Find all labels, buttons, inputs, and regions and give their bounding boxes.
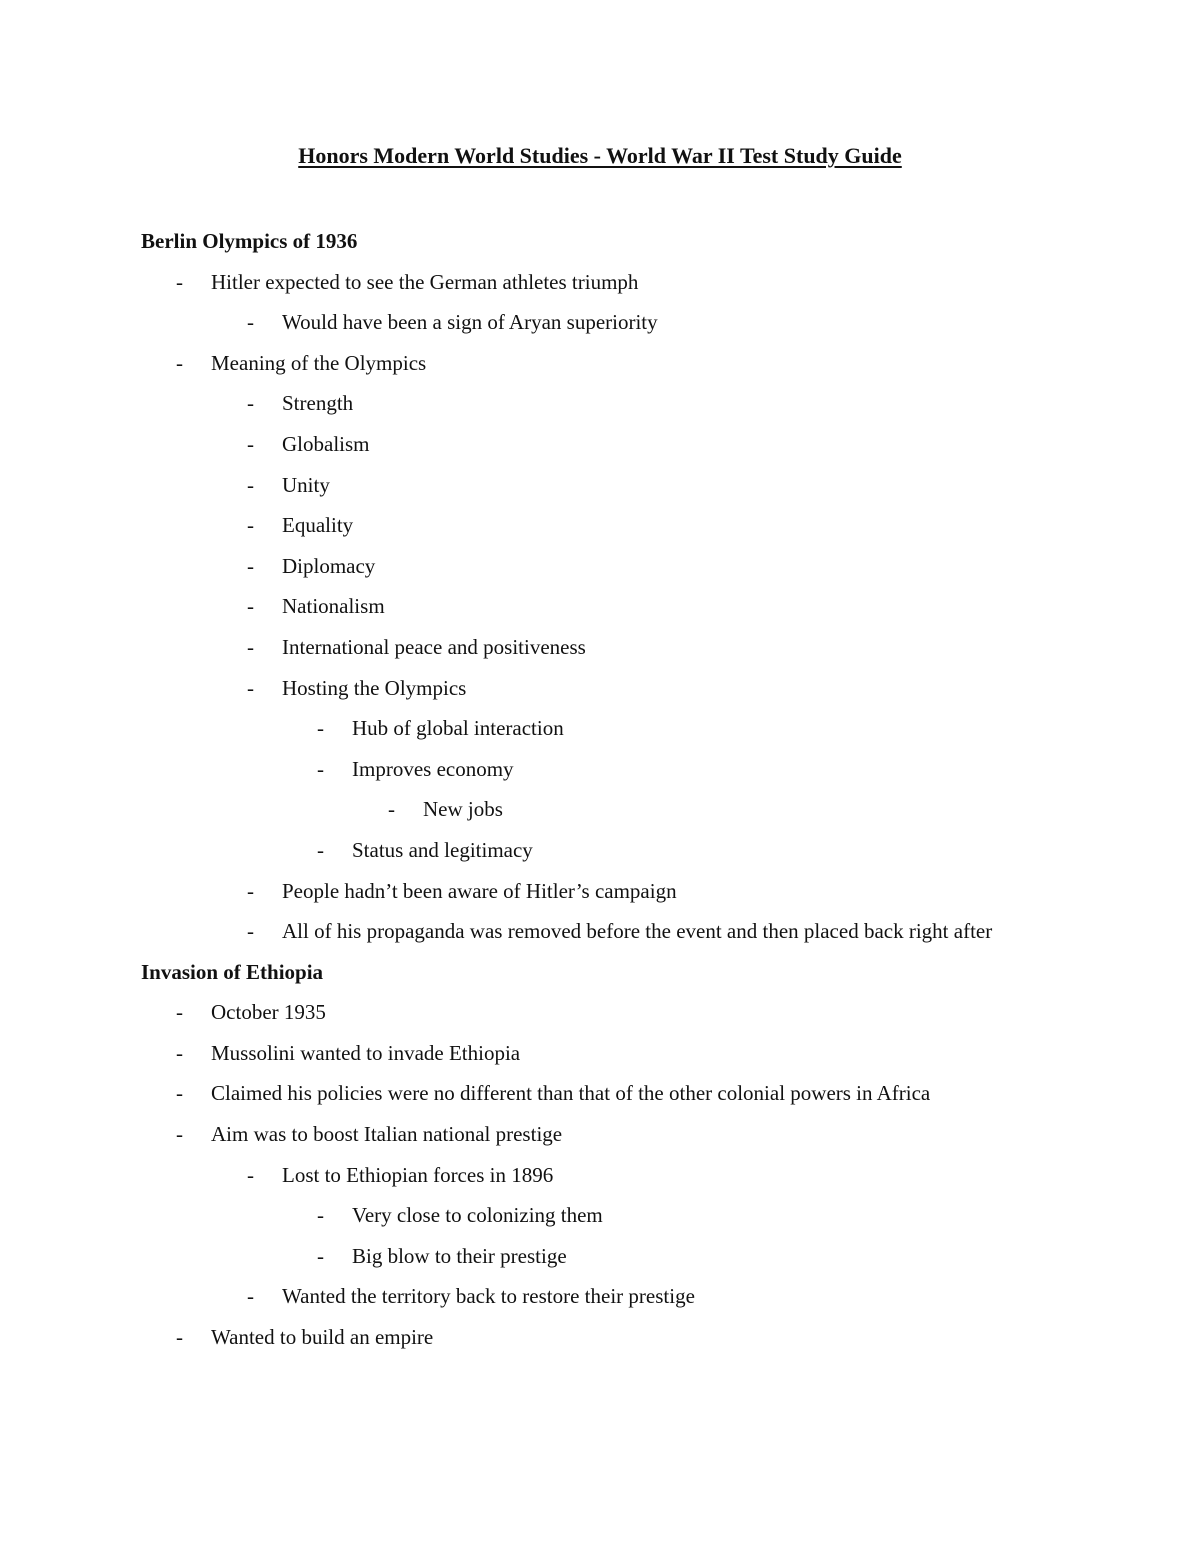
list-item: - Claimed his policies were no different than that of the other colonial powers in Africa bbox=[141, 1073, 1061, 1114]
bullet-dash: - bbox=[247, 634, 254, 659]
list-item: - Strength bbox=[141, 383, 1061, 424]
bullet-dash: - bbox=[317, 1243, 324, 1268]
bullet-dash: - bbox=[176, 1122, 183, 1147]
list-item: - October 1935 bbox=[141, 992, 1061, 1033]
bullet-dash: - bbox=[247, 1284, 254, 1309]
list-item: - Aim was to boost Italian national prestige bbox=[141, 1114, 1061, 1155]
list-item: - People hadn’t been aware of Hitler’s campaign bbox=[141, 871, 1061, 912]
bullet-dash: - bbox=[176, 269, 183, 294]
document-body bbox=[141, 221, 1061, 1358]
list-item: - Equality bbox=[141, 505, 1061, 546]
bullet-dash: - bbox=[317, 716, 324, 741]
list-item: - Meaning of the Olympics bbox=[141, 343, 1061, 384]
bullet-dash: - bbox=[317, 756, 324, 781]
bullet-dash: - bbox=[176, 350, 183, 375]
bullet-dash: - bbox=[247, 1162, 254, 1187]
list-item: - Hosting the Olympics bbox=[141, 668, 1061, 709]
section-heading-invasion-of-ethiopia: Invasion of Ethiopia bbox=[141, 959, 324, 984]
bullet-dash: - bbox=[176, 1081, 183, 1106]
list-item: - Hitler expected to see the German athletes triumph bbox=[141, 262, 1061, 303]
list-item: - International peace and positiveness bbox=[141, 627, 1061, 668]
bullet-dash: - bbox=[176, 1000, 183, 1025]
list-item: - Hub of global interaction bbox=[141, 708, 1061, 749]
list-item: - Very close to colonizing them bbox=[141, 1195, 1061, 1236]
list-item: - All of his propaganda was removed before the event and then placed back right after bbox=[141, 911, 1042, 952]
list-item: - Mussolini wanted to invade Ethiopia bbox=[141, 1033, 1061, 1074]
bullet-dash: - bbox=[317, 1203, 324, 1228]
bullet-dash: - bbox=[176, 1040, 183, 1065]
list-item: - Wanted to build an empire bbox=[141, 1317, 1061, 1358]
list-item: - Would have been a sign of Aryan superiority bbox=[141, 302, 1061, 343]
list-item: - Wanted the territory back to restore their prestige bbox=[141, 1276, 1061, 1317]
bullet-dash: - bbox=[247, 878, 254, 903]
list-item: - Diplomacy bbox=[141, 546, 1061, 587]
bullet-dash: - bbox=[247, 431, 254, 456]
bullet-dash: - bbox=[247, 594, 254, 619]
list-item: - Lost to Ethiopian forces in 1896 bbox=[141, 1155, 1061, 1196]
bullet-dash: - bbox=[317, 837, 324, 862]
list-item: - Globalism bbox=[141, 424, 1061, 465]
list-item: - New jobs bbox=[141, 789, 1061, 830]
list-item: - Improves economy bbox=[141, 749, 1061, 790]
list-item: - Status and legitimacy bbox=[141, 830, 1061, 871]
bullet-dash: - bbox=[247, 553, 254, 578]
list-item: - Big blow to their prestige bbox=[141, 1236, 1061, 1277]
bullet-dash: - bbox=[388, 797, 395, 822]
bullet-dash: - bbox=[247, 472, 254, 497]
bullet-dash: - bbox=[247, 919, 254, 944]
bullet-dash: - bbox=[176, 1325, 183, 1350]
bullet-dash: - bbox=[247, 391, 254, 416]
list-item: - Nationalism bbox=[141, 586, 1061, 627]
document-title: Honors Modern World Studies - World War II Test Study Guide bbox=[298, 143, 902, 168]
bullet-dash: - bbox=[247, 513, 254, 538]
list-item: - Unity bbox=[141, 465, 1061, 506]
section-heading-berlin-olympics: Berlin Olympics of 1936 bbox=[141, 229, 358, 253]
bullet-dash: - bbox=[247, 675, 254, 700]
bullet-dash: - bbox=[247, 310, 254, 335]
